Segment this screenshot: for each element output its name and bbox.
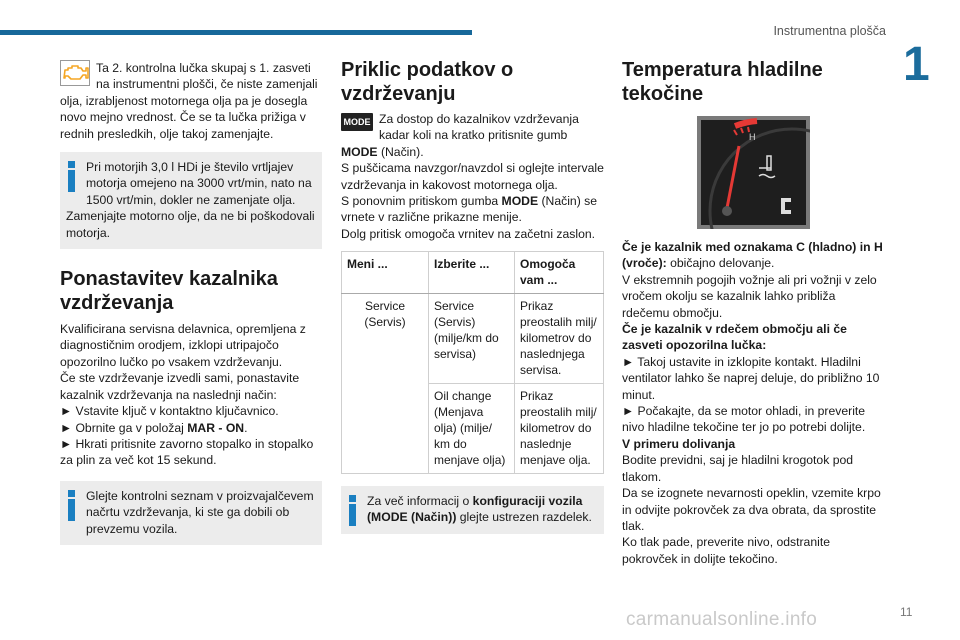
table-row [342, 293, 604, 383]
reset-paragraph-2: Če ste vzdrževanje izvedli sami, ponastavite kazalnik vzdrževanja na naslednji način: [60, 371, 300, 402]
coolant-subheading-refill: V primeru dolivanja [622, 436, 736, 451]
coolant-step-2: ► Počakajte, da se motor ohladi, in preverite nivo hladilne tekočine ter jo po potrebi dolijte. [622, 404, 866, 435]
reset-paragraph-1: Kvalificirana servisna delavnica, opremljena z diagnostičnim orodjem, izklopi utripajočo opozorilno lučko po vsakem vzdrževanju. [60, 322, 306, 369]
section-heading-coolant: Temperatura hladilne tekočine [622, 59, 823, 105]
coolant-temperature-gauge-image [697, 116, 810, 229]
reset-step-1: ► Vstavite ključ v kontaktno ključavnico. [60, 404, 279, 419]
coolant-paragraph-1: Če je kazalnik med oznakama C (hladno) in H (vroče): običajno delovanje. [622, 240, 883, 271]
section-heading-maintenance: Priklic podatkov o vzdrževanju [341, 59, 514, 105]
watermark: carmanualsonline.info [626, 609, 818, 630]
coolant-step-1: ► Takoj ustavite in izklopite kontakt. Hladilni ventilator lahko še naprej deluje, do približno 10 minut. [622, 354, 880, 402]
info-box-configuration [341, 486, 604, 534]
table-header-cell: Meni ... [342, 252, 429, 293]
table-header-cell: Omogoča vam ... [515, 252, 604, 293]
maintenance-menu-table [341, 251, 604, 473]
coolant-paragraph-2: V ekstremnih pogojih vožnje ali pri vožnji v zelo vročem okolju se kazalnik lahko približa rdečemu območju. [622, 272, 877, 320]
table-header-row [342, 252, 604, 293]
info-box-checklist-text: Glejte kontrolni seznam v proizvajalčevem načrtu vzdrževanja, ki ste ga dobili ob prevzemu vozila. [86, 488, 314, 536]
chapter-number: 1 [903, 38, 930, 91]
table-cell-choice: Oil change (Menjava olja) (milje/ km do menjave olja) [429, 383, 515, 473]
reset-step-3: ► Hkrati pritisnite zavorno stopalko in stopalko za plin za več kot 15 sekund. [60, 436, 314, 468]
coolant-paragraph-5: Da se izognete nevarnosti opeklin, vzemite krpo in odvijte pokrovček za dva obrata, da sprostite tlak. [622, 486, 881, 533]
coolant-paragraph-3: Če je kazalnik v rdečem območju ali če zasveti opozorilna lučka: [622, 322, 847, 353]
page-number: 11 [900, 605, 913, 619]
coolant-paragraph-4: Bodite previdni, saj je hladilni krogotok pod tlakom. [622, 453, 854, 484]
maintenance-paragraph-2: S puščicama navzgor/navzdol si oglejte intervale vzdrževanja in kakovost motornega olja. [341, 161, 604, 192]
table-cell-result: Prikaz preostalih milj/ kilometrov do naslednjega servisa. [515, 293, 604, 383]
coolant-paragraph-6: Ko tlak pade, preverite nivo, odstranite pokrovček in dolijte tekočino. [622, 535, 830, 566]
info-icon [68, 490, 76, 521]
info-box-configuration-text: Za več informacij o konfiguraciji vozila (MODE (Način)) glejte ustrezen razdelek. [367, 493, 592, 525]
engine-warning-text: Ta 2. kontrolna lučka skupaj s 1. zasveti na instrumentni plošči, če niste zamenjali olja, izrabljenost motornega olja pa je dosegla novo mejno vrednost. Če se ta lučka prižiga v rednih presledkih, olje takoj zamenjajte. [60, 61, 318, 141]
reset-step-2: ► Obrnite ga v položaj MAR - ON. [60, 420, 248, 435]
table-header-cell: Izberite ... [429, 252, 515, 293]
gauge-label-h: H [748, 132, 755, 142]
info-icon [68, 161, 76, 192]
table-cell-menu: Service (Servis) [342, 293, 429, 473]
mode-button-icon: MODE [341, 113, 373, 131]
engine-warning-icon [60, 60, 90, 90]
column-right [622, 58, 884, 567]
page-section-title: Instrumentna plošča [773, 24, 886, 38]
info-box-hdi [60, 152, 322, 249]
engine-warning-paragraph [60, 60, 322, 142]
column-middle [341, 58, 604, 534]
info-box-checklist [60, 481, 322, 545]
table-cell-result: Prikaz preostalih milj/ kilometrov do naslednje menjave olja. [515, 383, 604, 473]
info-icon [349, 495, 357, 526]
column-left [60, 58, 322, 545]
info-box-hdi-text: Pri motorjih 3,0 l HDi je število vrtljajev motorja omejeno na 3000 vrt/min, nato na 1500 vrt/min, dokler ne zamenjate olja. Zamenjajte motorno olje, da ne bi poškodovali motorja. [66, 160, 315, 240]
maintenance-paragraph-1: MODE Za dostop do kazalnikov vzdrževanja kadar koli na kratko pritisnite gumb MODE (Način). [341, 112, 579, 159]
table-cell-choice: Service (Servis) (milje/km do servisa) [429, 293, 515, 383]
maintenance-paragraph-4: Dolg pritisk omogoča vrnitev na začetni zaslon. [341, 226, 596, 241]
header-accent-bar [0, 30, 472, 35]
maintenance-paragraph-3: S ponovnim pritiskom gumba MODE (Način) se vrnete v različne prikazne menije. [341, 194, 598, 225]
section-heading-reset: Ponastavitev kazalnika vzdrževanja [60, 268, 278, 315]
